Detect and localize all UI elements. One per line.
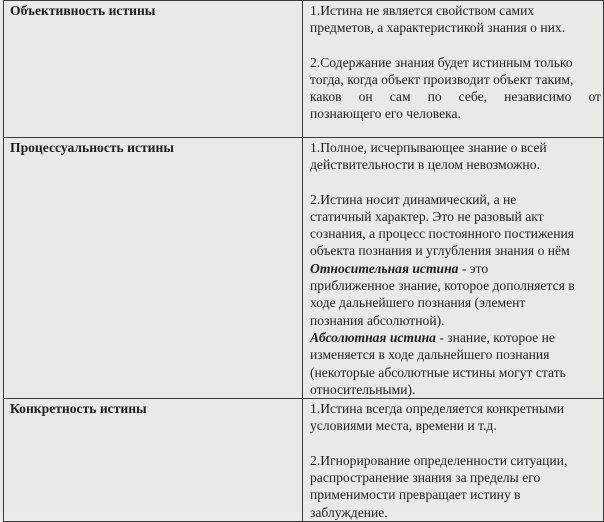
description: [303, 138, 603, 398]
description-cell: [303, 1, 604, 138]
term-label: Объективность истины: [10, 3, 156, 18]
description: [303, 399, 603, 521]
truth-properties-table: [3, 0, 604, 522]
text-line: познающего его человека.: [310, 106, 461, 122]
description: [303, 1, 603, 123]
text-line: относительными).: [310, 381, 416, 397]
text-line: 1.Истина всегда определяется конкретными: [310, 401, 564, 417]
text-line: распространение знания за пределы его: [310, 470, 541, 486]
description-cell: [303, 399, 604, 522]
text-line: 2.Содержание знания будет истинным только: [310, 54, 573, 70]
relative-truth-dash: - это: [458, 260, 489, 276]
text-line: 2.Игнорирование определенности ситуации,: [310, 452, 568, 468]
text-line: статичный характер. Это не разовый акт: [310, 208, 544, 224]
term-cell: [4, 138, 303, 399]
description-paragraph: [310, 54, 601, 123]
text-line: действительности в целом невозможно.: [310, 157, 540, 173]
absolute-truth-line: [310, 329, 601, 346]
text-line: ходе дальнейшего познания (элемент: [310, 295, 526, 311]
table-row: [4, 399, 604, 522]
term-cell: [4, 399, 303, 522]
absolute-truth-dash: - знание, которое не: [435, 329, 555, 345]
table-row: [4, 138, 604, 399]
text-line: заблуждение.: [310, 504, 388, 520]
description-paragraph: [310, 452, 601, 521]
text-line: каков он сам по себе, независимо от: [310, 89, 601, 105]
text-line: 1.Истина не является свойством самих: [310, 3, 535, 18]
text-line: изменяется в ходе дальнейшего познания: [310, 347, 550, 363]
term-label: Конкретность истины: [10, 401, 147, 417]
absolute-truth-term: Абсолютная истина: [310, 329, 436, 345]
relative-truth-term: Относительная истина: [310, 260, 459, 276]
text-line: познания абсолютной).: [310, 312, 445, 328]
text-line: условиями места, времени и т.д.: [310, 418, 497, 434]
description-paragraph: [310, 2, 601, 37]
text-line: тогда, когда объект производит объект таким,: [310, 71, 574, 87]
term-cell: [4, 1, 303, 138]
description-paragraph: [310, 400, 601, 435]
text-line: применимости превращает истину в: [310, 487, 521, 503]
term-label: Процессуальность истины: [10, 140, 174, 155]
description-paragraph: [310, 139, 601, 174]
table-row: [4, 1, 604, 138]
text-line: приближенное знание, которое дополняется в: [310, 278, 575, 294]
text-line: объекта познания и углубления знания о нём: [310, 243, 570, 259]
text-line: (некоторые абсолютные истины могут стать: [310, 364, 566, 380]
description-paragraph: [310, 191, 601, 399]
text-line: 1.Полное, исчерпывающее знание о всей: [310, 140, 547, 155]
relative-truth-line: [310, 260, 601, 277]
description-cell: [303, 138, 604, 399]
text-line: предметов, а характеристикой знания о них.: [310, 20, 566, 36]
text-line: 2.Истина носит динамический, а не: [310, 191, 517, 207]
text-line: сознания, а процесс постоянного постижения: [310, 226, 575, 242]
